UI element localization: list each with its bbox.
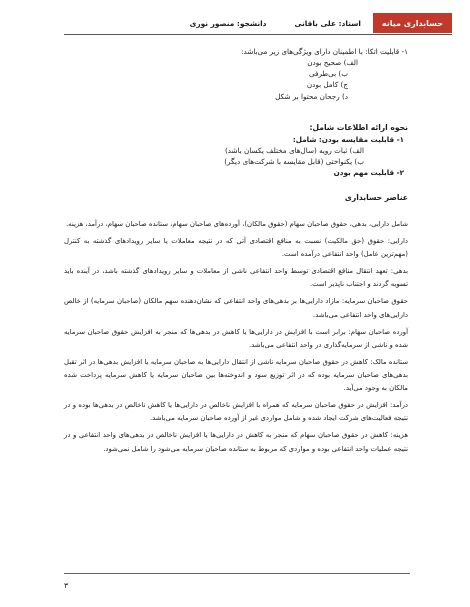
list-item: ج) کامل بودن [306, 80, 348, 90]
course-title-badge: حسابداری میانه [373, 13, 452, 33]
page-number: ۳ [64, 581, 69, 590]
paragraph: ستانده مالک: کاهش در حقوق صاحبان سرمایه ناشی از انتقال دارایی‌ها به صاحبان سرمایه یا افزایش بدهی‌ها در اثر تقبل بدهی‌های صاحبان سرمایه بوده که در اثر توزیع سود و اندوخته‌ها بین صاحبان سرمایه یا کاهش سرمایه پرداخت شده مالکان به وجود می‌آید. [64, 357, 408, 393]
student-label: دانشجو: منصور نوری [189, 18, 267, 28]
paragraph: آورده صاحبان سهام: برابر است با افزایش در دارایی‌ها یا کاهش در بدهی‌ها که منجر به افزایش حقوق صاحبان سرمایه شده و ناشی از سرمایه‌گذاری در واحد انتفاعی می‌باشد. [64, 327, 408, 349]
list-item: ۱- قابلیت مقایسه بودن: شامل: [292, 134, 404, 144]
reliability-heading: ۱- قابلیت اتکا: با اطمینان دارای ویژگی‌های زیر می‌باشد: [241, 47, 408, 56]
list-item: ب) بی‌طرفی [309, 69, 348, 79]
list-item: ب) یکنواختی (قابل مقایسه با شرکت‌های دیگر) [224, 156, 364, 166]
list-item: د) رجحان محتوا بر شکل [275, 91, 348, 101]
paragraph: دارایی: حقوق (حق مالکیت) نسبت به منافع اقتصادی آتی که در نتیجه معاملات یا سایر رویدادهای گذشته به کنترل (مهم‌ترین عامل) واحد انتفاعی درآمده است. [64, 237, 408, 259]
paragraph: شامل دارایی، بدهی، حقوق صاحبان سهام (حقوق مالکان)، آورده‌های صاحبان سهام، ستانده صاحبان سهام، درآمد، هزینه. [65, 219, 408, 228]
list-item: الف) ثبات رویه (سال‌های مختلف یکسان باشد) [224, 145, 364, 155]
paragraph: بدهی: تعهد انتقال منافع اقتصادی توسط واحد انتفاعی ناشی از معاملات و سایر رویدادهای گذشته باشد، در آینده باید تسویه گردند و اجتناب ناپذیر است. [64, 267, 408, 289]
instructor-label: استاد: علی باقانی [294, 18, 361, 28]
paragraph: حقوق صاحبان سرمایه: مازاد دارایی‌ها بر بدهی‌های واحد انتفاعی که نشان‌دهنده سهم مالکان (صاحبان سرمایه) از خالص دارایی‌های واحد انتفاعی می‌باشد. [64, 297, 408, 319]
elements-title: عناصر حسابداری [344, 193, 408, 203]
paragraph: هزینه: کاهش در حقوق صاحبان سهام که منجر به کاهش در دارایی‌ها یا افزایش ناخالص در بدهی‌های واحد انتفاعی و در نتیجه عملیات واحد انتفاعی بوده و مواردی که مربوط به ستانده صاحبان سرمایه می‌شود را شامل نمی‌شود. [64, 431, 408, 453]
presentation-title: نحوه ارائه اطلاعات شامل: [309, 122, 408, 132]
list-item: ۲- قابلیت مهم بودن [333, 168, 404, 178]
page-content [64, 44, 408, 456]
footer-divider [64, 573, 410, 574]
paragraph: درآمد: افزایش در حقوق صاحبان سرمایه که همراه با افزایش ناخالص در دارایی‌ها یا کاهش ناخالص در بدهی‌ها بوده و در نتیجه فعالیت‌های شرکت ایجاد شده و شامل مواردی غیر از آورده صاحبان سرمایه می‌باشد. [64, 401, 408, 423]
list-item: الف) صحیح بودن [307, 58, 358, 68]
page-header [64, 12, 452, 35]
